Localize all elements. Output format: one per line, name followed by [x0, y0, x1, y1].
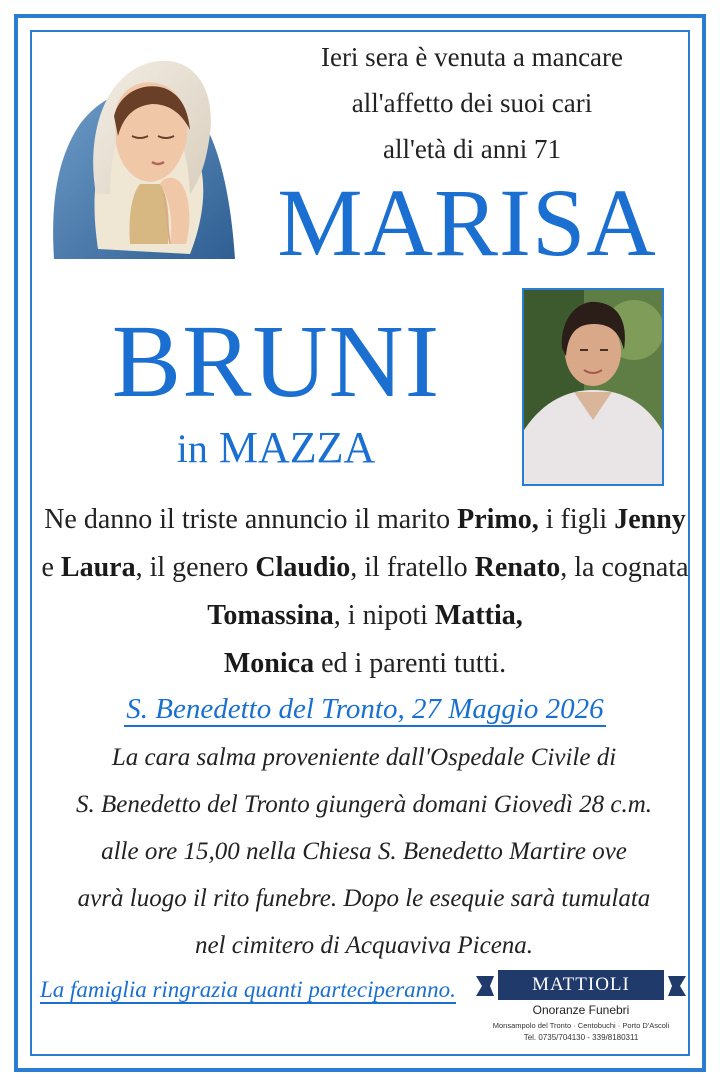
family-thanks [40, 972, 480, 1008]
first-name: MARISA [277, 169, 657, 276]
funeral-home-logo [476, 968, 686, 1048]
details-line-3: alle ore 15,00 nella Chiesa S. Benedetto Martire ove [101, 838, 627, 865]
announcement-text-part: , la cognata [560, 552, 689, 583]
portrait-photo [522, 288, 664, 486]
announcement-text-part: , i nipoti [333, 600, 435, 631]
sister-in-law-name: Tomassina [207, 600, 334, 631]
intro-line-3: all'età di anni 71 [382, 134, 562, 164]
son-in-law-name: Claudio [255, 552, 351, 583]
madonna-illustration [40, 44, 240, 264]
funeral-home-towns: Monsampolo del Tronto · Centobuchi · Porto D'Ascoli [492, 1021, 670, 1030]
nephew-name: Mattia, [434, 600, 523, 631]
announcement-text [40, 496, 690, 688]
details-line-5: nel cimitero di Acquaviva Picena. [194, 932, 534, 959]
last-name: BRUNI [111, 304, 441, 419]
brother-name: Renato [474, 552, 561, 583]
intro-text [262, 34, 682, 172]
child-name: Laura [60, 552, 136, 583]
announcement-text-part: i figli [538, 504, 615, 535]
family-thanks-text: La famiglia ringrazia quanti parteciperanno. [40, 977, 456, 1002]
married-surname: MAZZA [218, 423, 376, 472]
portrait-image [524, 290, 662, 484]
announcement-text-part: ed i parenti tutti. [314, 648, 507, 679]
funeral-home-subtitle: Onoranze Funebri [532, 1003, 630, 1017]
funeral-home-phone: Tel. 0735/704130 - 339/8180311 [523, 1033, 639, 1042]
details-line-2: S. Benedetto del Tronto giungerà domani Giovedì 28 c.m. [75, 791, 653, 818]
intro-line-2: all'affetto dei suoi cari [351, 88, 593, 118]
announcement-text-part: , il fratello [350, 552, 475, 583]
husband-name: Primo, [457, 504, 539, 535]
announcement-text-part: e [41, 552, 61, 583]
child-name: Jenny [614, 504, 686, 535]
funeral-details [34, 734, 694, 969]
married-prefix: in [176, 426, 208, 471]
married-name [96, 420, 456, 477]
details-line-4: avrà luogo il rito funebre. Dopo le esequie sarà tumulata [77, 885, 651, 912]
details-line-1: La cara salma proveniente dall'Ospedale Civile di [111, 744, 617, 771]
intro-line-1: Ieri sera è venuta a mancare [320, 42, 624, 72]
funeral-home-name: MATTIOLI [532, 974, 630, 995]
announcement-text-part: Ne danno il triste annuncio il marito [44, 504, 458, 535]
place-date-text: S. Benedetto del Tronto, 27 Maggio 2026 [126, 693, 604, 725]
place-date [40, 686, 690, 732]
nephew-name: Monica [223, 648, 315, 679]
announcement-text-part: , il genero [135, 552, 256, 583]
